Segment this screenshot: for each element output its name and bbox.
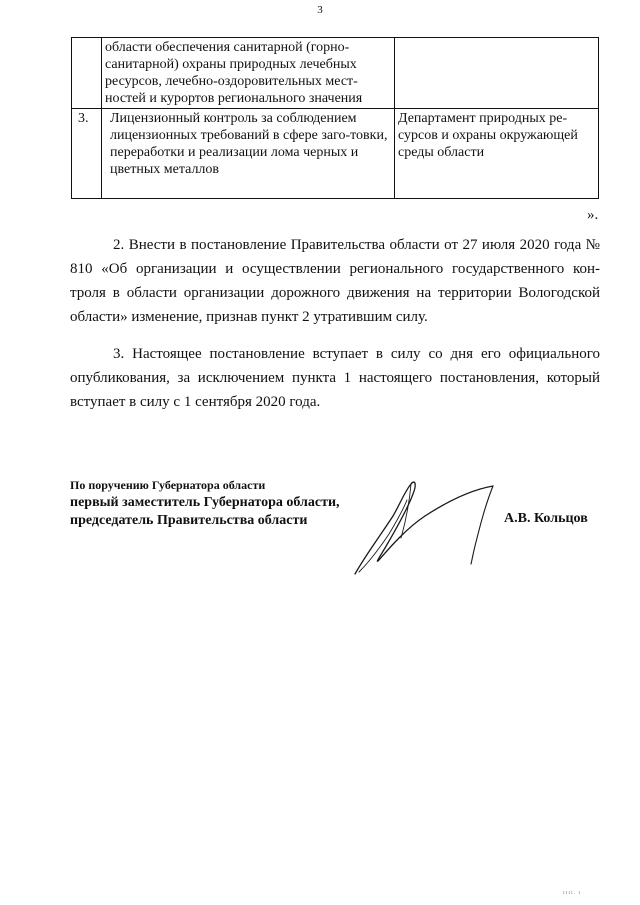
footer-mark: ıııı. ı [563, 890, 582, 896]
signatory-line-2: первый заместитель Губернатора области, [70, 495, 340, 510]
signatory-name: А.В. Кольцов [504, 511, 588, 526]
paragraph-2: 2. Внести в постановление Правительства области от 27 июля 2020 года № 810 «Об организации и осуществлении регионального государственного кон-троля в области организации дорожного движения на территории Вологодской области» изменение, признав пункт 2 утратившим силу. [70, 237, 600, 325]
signatory-line-1: По поручению Губернатора области [70, 478, 266, 492]
row-number [72, 38, 102, 109]
table-row [72, 109, 599, 199]
row-authority: Департамент природных ре-сурсов и охраны окружающей среды области [395, 109, 599, 199]
regulation-table [71, 37, 599, 199]
row-activity: Лицензионный контроль за соблюдением лицензионных требований в сфере заго-товки, переработки и реализации лома черных и цветных металлов [102, 109, 395, 199]
paragraph-3: 3. Настоящее постановление вступает в силу со дня его официального опубликования, за исключением пункта 1 настоящего постановления, который вступает в силу с 1 сентября 2020 года. [70, 346, 600, 410]
page-number: 3 [317, 4, 323, 16]
table-row [72, 38, 599, 109]
handwritten-signature [345, 476, 505, 581]
signatory-line-3: председатель Правительства области [70, 513, 308, 528]
row-authority [395, 38, 599, 109]
closing-quote: ». [587, 207, 599, 223]
row-number: 3. [72, 109, 102, 199]
row-activity: области обеспечения санитарной (горно-санитарной) охраны природных лечебных ресурсов, лечебно-оздоровительных мест-ностей и курортов регионального значения [102, 38, 395, 109]
signatory-title [70, 476, 340, 530]
